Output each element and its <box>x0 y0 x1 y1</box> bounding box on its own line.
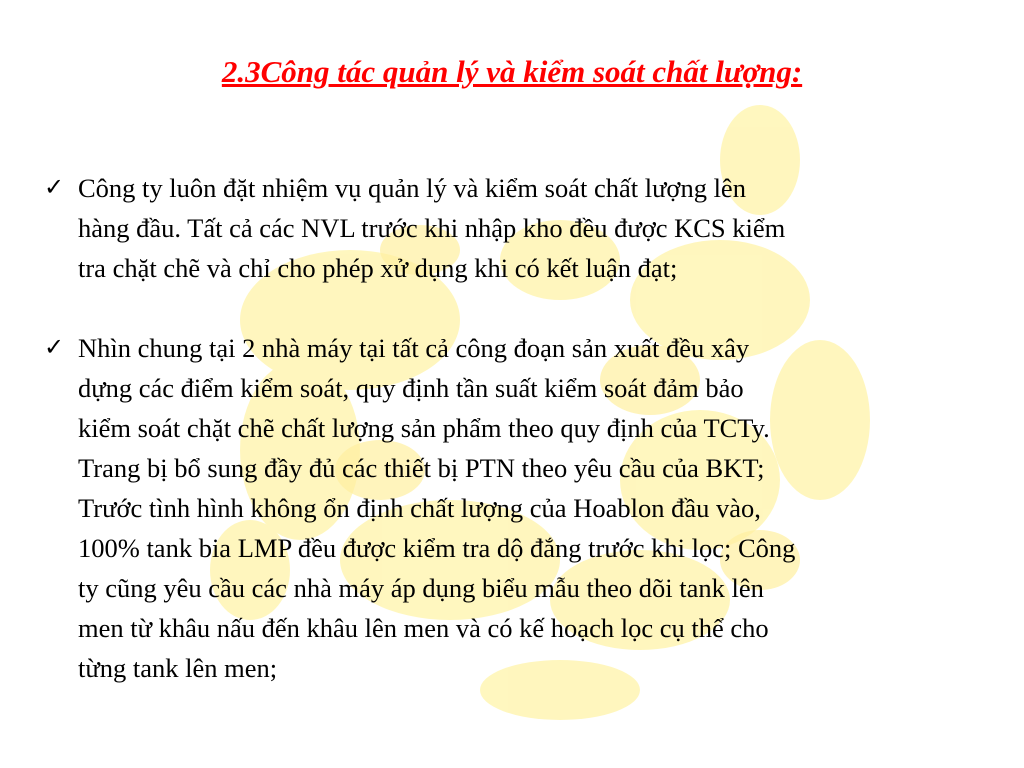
bullet-item-1 <box>44 168 984 288</box>
bullet-2-line-8: men từ khâu nấu đến khâu lên men và có kế hoạch lọc cụ thể cho <box>78 613 769 643</box>
bullet-2-line-4: Trang bị bổ sung đầy đủ các thiết bị PTN theo yêu cầu của BKT; <box>78 453 765 483</box>
bullet-text-2 <box>44 328 999 688</box>
bullet-1-line-3: tra chặt chẽ và chỉ cho phép xử dụng khi có kết luận đạt; <box>78 253 678 283</box>
bullet-1-line-2: hàng đầu. Tất cả các NVL trước khi nhập kho đều được KCS kiểm <box>78 213 786 243</box>
checkmark-icon: ✓ <box>44 335 65 361</box>
bullet-2-line-3: kiểm soát chặt chẽ chất lượng sản phẩm theo quy định của TCTy. <box>78 413 770 443</box>
bullet-2-line-9: từng tank lên men; <box>78 653 278 683</box>
bullet-2-line-1: Nhìn chung tại 2 nhà máy tại tất cả công đoạn sản xuất đều xây <box>78 333 750 363</box>
bullet-2-line-5: Trước tình hình không ổn định chất lượng của Hoablon đầu vào, <box>78 493 761 523</box>
bullet-2-line-7: ty cũng yêu cầu các nhà máy áp dụng biểu mẫu theo dõi tank lên <box>78 573 764 603</box>
checkmark-icon: ✓ <box>44 175 65 201</box>
bullet-text-1 <box>44 168 984 288</box>
bullet-item-2 <box>44 328 999 688</box>
slide-title: 2.3Công tác quản lý và kiểm soát chất lượng: <box>221 54 803 89</box>
bullet-2-line-6: 100% tank bia LMP đều được kiểm tra dộ đắng trước khi lọc; Công <box>78 533 796 563</box>
bullet-1-line-1: Công ty luôn đặt nhiệm vụ quản lý và kiểm soát chất lượng lên <box>78 173 746 203</box>
bullet-2-line-2: dựng các điểm kiểm soát, quy định tần suất kiểm soát đảm bảo <box>78 373 744 403</box>
